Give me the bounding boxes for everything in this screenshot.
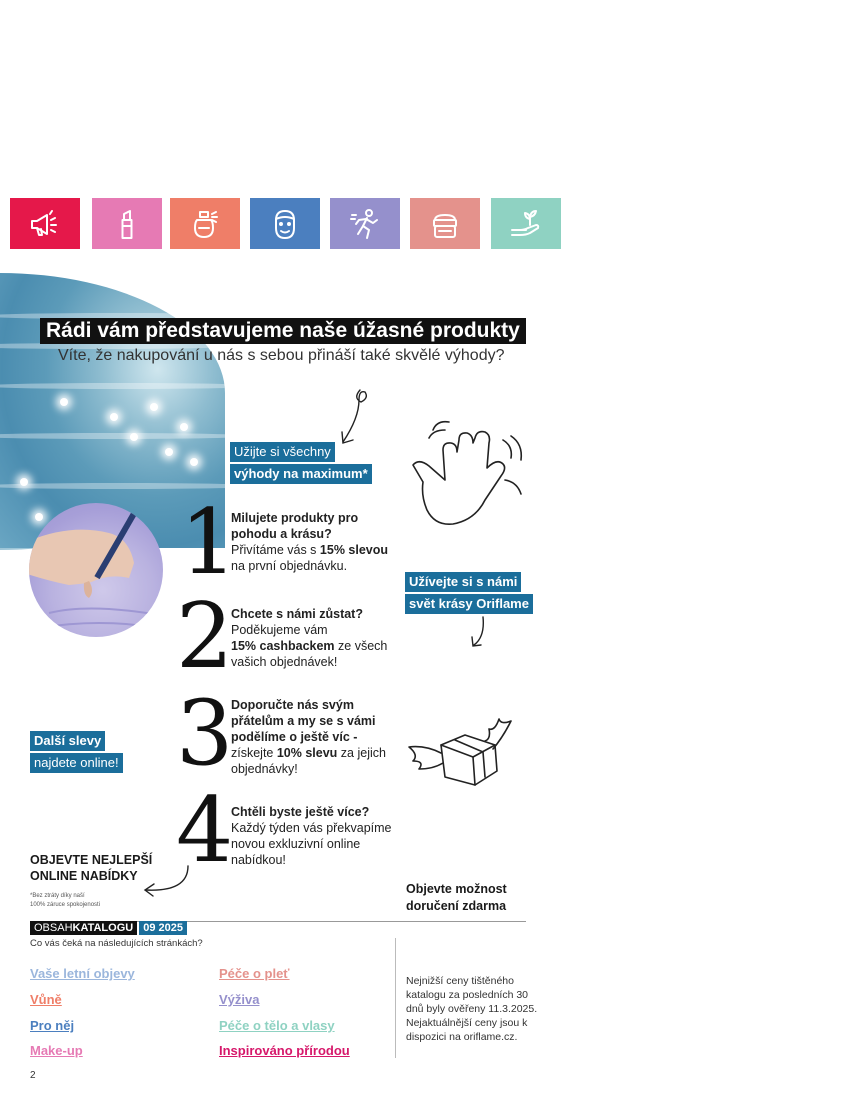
step-number-4: 4 [176, 778, 234, 883]
step-3-text: Doporučte nás svým přátelům a my se s vámi podělíme o ještě víc - získejte 10% slevu za jejich objednávky! [231, 698, 386, 776]
category-tile-skincare[interactable] [410, 198, 480, 249]
curved-arrow-left-icon [140, 862, 195, 900]
lipstick-icon [109, 206, 145, 242]
toc-link-body-hair[interactable]: Péče o tělo a vlasy [219, 1018, 335, 1033]
catalog-issue: 09 2025 [139, 921, 187, 935]
guarantee-fineprint: *Bez ztráty díky naší 100% záruce spokojenosti [30, 893, 101, 908]
category-tile-offers[interactable] [10, 198, 80, 249]
toc-link-skincare[interactable]: Péče o pleť [219, 966, 290, 981]
step-number-1: 1 [180, 490, 238, 595]
curved-arrow-down-icon [467, 615, 492, 650]
toc-link-summer[interactable]: Vaše letní objevy [30, 966, 135, 981]
perfume-icon [187, 206, 223, 242]
step-1-title: Milujete produkty pro pohodu a krásu? [231, 511, 359, 541]
benefits-tag-line1: Užijte si všechny [230, 442, 335, 462]
page-subtitle: Víte, že nakupování u nás s sebou přináší také skvělé výhody? [58, 347, 505, 364]
toc-link-fragrance[interactable]: Vůně [30, 992, 62, 1007]
man-face-icon [267, 206, 303, 242]
benefits-tag-line2: výhody na maximum* [230, 464, 372, 484]
toc-link-men[interactable]: Pro něj [30, 1018, 75, 1033]
price-note: Nejnižší ceny tištěného katalogu za posledních 30 dnů byly ověřeny 11.3.2025. Nejaktuálnější ceny jsou k dispozici na oriflame.cz. [406, 975, 538, 1043]
step-4-text: Chtěli byste ještě více? Každý týden vás překvapíme novou exkluzivní online nabídkou! [231, 805, 392, 867]
step-2-title: Chcete s námi zůstat? [231, 607, 363, 621]
category-tile-nature[interactable] [491, 198, 561, 249]
step-1-text: Milujete produkty pro pohodu a krásu? Přivítáme vás s 15% slevou na první objednávku. [231, 511, 389, 573]
discount-tag-line1: Další slevy [30, 731, 105, 751]
more-discounts-tag [30, 731, 123, 773]
toc-link-nutrition[interactable]: Výživa [219, 992, 260, 1007]
world-tag-line2: svět krásy Oriflame [405, 594, 533, 614]
running-icon [347, 206, 383, 242]
toc-link-nature[interactable]: Inspirováno přírodou [219, 1043, 350, 1058]
step-number-3: 3 [176, 681, 234, 786]
category-tile-makeup[interactable] [92, 198, 162, 249]
benefits-tag [230, 442, 372, 484]
page-number: 2 [30, 1070, 36, 1081]
megaphone-icon [27, 206, 63, 242]
toc-link-makeup[interactable]: Make-up [30, 1043, 83, 1058]
free-delivery-note: Objevte možnost doručení zdarma [406, 882, 507, 913]
step-3-title: Doporučte nás svým přátelům a my se s vámi podělíme o ještě víc - [231, 698, 376, 744]
world-tag-line1: Užívejte si s námi [405, 572, 521, 592]
toc-label: OBSAHKATALOGU 09 2025 [30, 921, 187, 935]
oriflame-world-tag [405, 572, 533, 614]
category-tile-wellness[interactable] [330, 198, 400, 249]
hand-plant-icon [508, 206, 544, 242]
cream-jar-icon [427, 206, 463, 242]
step-number-2: 2 [176, 584, 234, 689]
discount-tag-line2: najdete online! [30, 753, 123, 773]
swirl-arrow-icon [335, 388, 380, 450]
toc-subtitle: Co vás čeká na následujících stránkách? [30, 938, 203, 949]
writing-hand-photo [29, 503, 163, 637]
page-title: Rádi vám představujeme naše úžasné produkty [40, 318, 526, 344]
waving-hand-icon [405, 410, 530, 535]
category-tile-men[interactable] [250, 198, 320, 249]
flying-gift-icon [405, 715, 515, 790]
step-4-title: Chtěli byste ještě více? [231, 805, 370, 819]
toc-vertical-divider [395, 938, 396, 1058]
step-2-text: Chcete s námi zůstat? Poděkujeme vám 15% cashbackem ze všech vašich objednávek! [231, 607, 388, 669]
online-offers-title: OBJEVTE NEJLEPŠÍ ONLINE NABÍDKY [30, 853, 153, 883]
category-tile-fragrance[interactable] [170, 198, 240, 249]
